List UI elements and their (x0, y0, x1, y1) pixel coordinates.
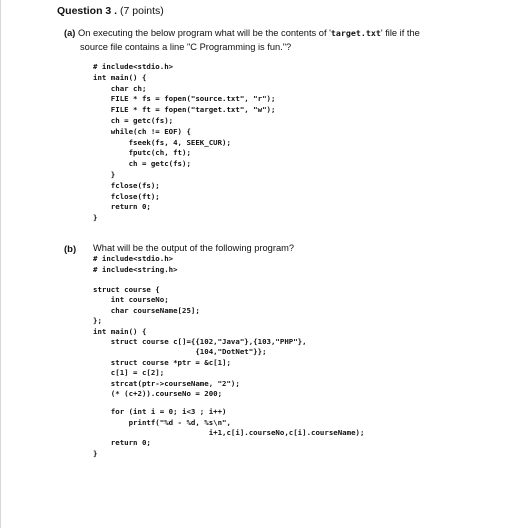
code-line: } (93, 213, 98, 223)
part-b-code-block (93, 285, 364, 459)
code-line: strcat(ptr->courseName, "2"); (93, 378, 240, 388)
code-line: fclose(ft); (93, 191, 160, 201)
code-line: ch = getc(fs); (93, 159, 191, 169)
code-line: fputc(ch, ft); (93, 148, 191, 158)
page-left-border (0, 0, 1, 528)
code-line: struct course { (93, 285, 160, 294)
code-line: struct course *ptr = &c[1]; (93, 357, 231, 367)
code-line: printf("%d - %d, %s\n", (93, 417, 231, 427)
code-line: } (93, 169, 116, 179)
part-a-label: (a) (64, 28, 76, 38)
code-line: int main() { (93, 326, 147, 336)
code-line: return 0; (93, 438, 151, 448)
code-line: int courseNo; (93, 295, 169, 305)
code-line: {104,"DotNet"}}; (93, 347, 267, 357)
part-a-filename: target.txt (330, 28, 381, 38)
code-line: char ch; (93, 83, 147, 93)
code-line: while(ch != EOF) { (93, 126, 191, 136)
code-line: c[1] = c[2]; (93, 368, 165, 378)
part-a-code-block (93, 62, 275, 224)
part-a-statement (64, 27, 504, 39)
code-line (93, 399, 364, 407)
part-a-statement-end: ' file if the (380, 28, 420, 38)
code-line: }; (93, 316, 102, 326)
code-line: i+1,c[i].courseNo,c[i].courseName); (93, 428, 365, 438)
include-line: # include<string.h> (93, 264, 178, 274)
question-points: (7 points) (120, 5, 164, 17)
code-line: fclose(fs); (93, 180, 160, 190)
code-line: FILE * ft = fopen("target.txt", "w"); (93, 105, 276, 115)
code-line: return 0; (93, 202, 151, 212)
code-line: ch = getc(fs); (93, 115, 174, 125)
code-line: FILE * fs = fopen("source.txt", "r"); (93, 94, 276, 104)
code-line: # include<stdio.h> (93, 62, 174, 71)
code-line: (* (c+2)).courseNo = 200; (93, 388, 223, 398)
part-b-includes (93, 254, 178, 276)
part-a-statement-text: On executing the below program what will be the contents of ' (77, 28, 331, 38)
code-line: } (93, 448, 98, 458)
code-line: fseek(fs, 4, SEEK_CUR); (93, 137, 231, 147)
part-a-statement-line2: source file contains a line "C Programming is fun."? (80, 42, 292, 52)
include-line: # include<stdio.h> (93, 254, 174, 263)
part-b-label: (b) (64, 244, 77, 255)
question-title (57, 5, 164, 17)
part-b-statement: What will be the output of the following program? (93, 243, 295, 253)
code-line: char courseName[25]; (93, 305, 200, 315)
code-line: struct course c[]={{102,"Java"},{103,"PHP"}, (93, 336, 307, 346)
question-number: Question 3 . (57, 5, 118, 17)
code-line: for (int i = 0; i<3 ; i++) (93, 407, 227, 417)
code-line: int main() { (93, 72, 147, 82)
